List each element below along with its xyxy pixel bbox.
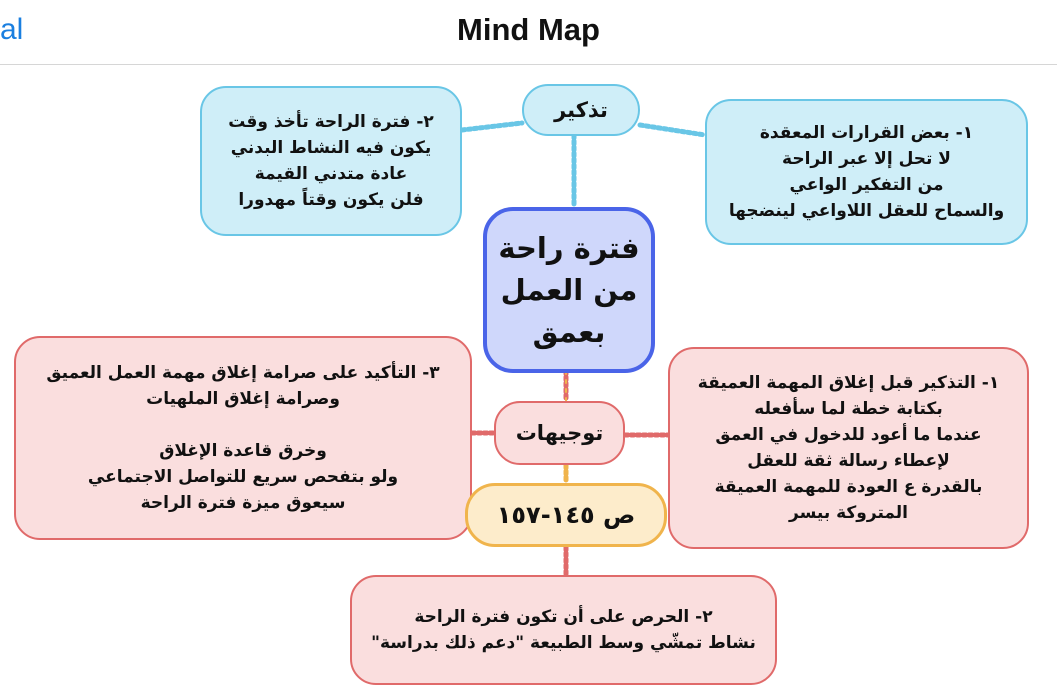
guidance-note-2[interactable] bbox=[350, 575, 777, 685]
back-button[interactable]: al bbox=[0, 13, 24, 46]
edge-reminder-note2 bbox=[462, 123, 522, 130]
guidance-label: توجيهات bbox=[515, 421, 604, 445]
page-reference-node[interactable] bbox=[465, 483, 667, 547]
edge-reminder-note1 bbox=[640, 125, 705, 135]
guidance-note-3-text: ٣- التأكيد على صرامة إغلاق مهمة العمل العميق وصرامة إغلاق الملهيات وخرق قاعدة الإغلاق ولو بتفحص سريع للتواصل الاجتماعي سيعوق ميزة فترة الراحة bbox=[46, 363, 440, 513]
guidance-node[interactable] bbox=[494, 401, 625, 465]
guidance-note-3[interactable] bbox=[14, 336, 472, 540]
guidance-note-1[interactable] bbox=[668, 347, 1029, 549]
page-reference-label: ص ١٤٥-١٥٧ bbox=[496, 501, 636, 529]
reminder-note-1-text: ١- بعض القرارات المعقدة لا تحل إلا عبر الراحة من التفكير الواعي والسماح للعقل اللاواعي لينضجها bbox=[728, 123, 1005, 221]
central-topic-text: فترة راحة من العمل بعمق bbox=[498, 231, 640, 349]
mind-map-canvas bbox=[0, 65, 1057, 688]
central-topic-node[interactable] bbox=[483, 207, 655, 373]
reminder-note-2-text: ٢- فترة الراحة تأخذ وقت يكون فيه النشاط البدني عادة متدني القيمة فلن يكون وقتاً مهدورا bbox=[228, 112, 434, 210]
reminder-note-2[interactable] bbox=[200, 86, 462, 236]
reminder-note-1[interactable] bbox=[705, 99, 1028, 245]
guidance-note-1-text: ١- التذكير قبل إغلاق المهمة العميقة بكتابة خطة لما سأفعله عندما ما أعود للدخول في العمق لإعطاء رسالة ثقة للعقل بالقدرة ع العودة للمهمة العميقة المتروكة بيسر bbox=[697, 373, 1000, 523]
guidance-note-2-text: ٢- الحرص على أن تكون فترة الراحة نشاط تمشّي وسط الطبيعة "دعم ذلك بدراسة" bbox=[371, 607, 756, 653]
navigation-bar bbox=[0, 0, 1057, 65]
reminder-node[interactable] bbox=[522, 84, 640, 136]
page-title: Mind Map bbox=[457, 12, 600, 47]
reminder-label: تذكير bbox=[554, 98, 608, 122]
